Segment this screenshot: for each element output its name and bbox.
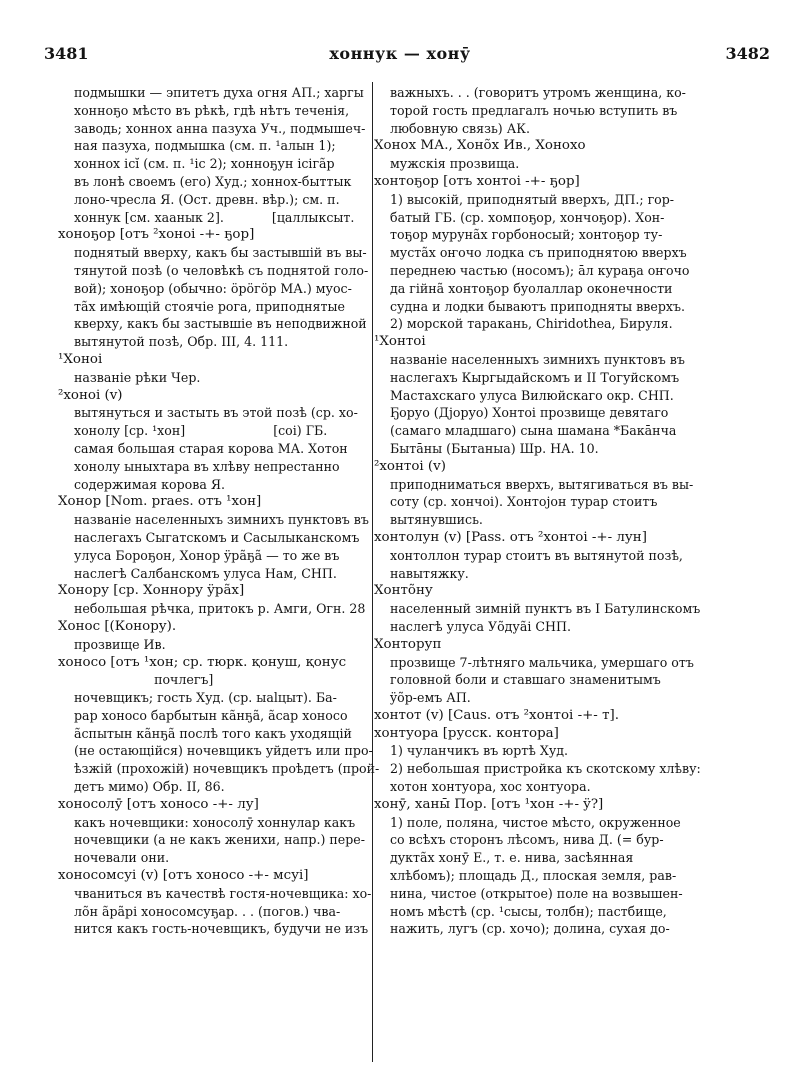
dictionary-entry: [374, 458, 784, 529]
entry-line: въ лонѣ своемъ (его) Худ.; хоннох-быттык: [74, 173, 352, 189]
right-column: [374, 84, 784, 938]
entry-line: 1) высокій, приподнятый вверхъ, ДП.; гор-: [390, 191, 675, 207]
entry-headword: ¹Хоноі: [58, 351, 103, 367]
entry-line: улуса Бороҕон, Хонор ÿрãҕã — то же въ: [74, 547, 340, 563]
entry-line: дуктãх хонӯ Е., т. е. нива, засѣянная: [390, 850, 634, 866]
dictionary-entry: [58, 867, 380, 938]
entry-line: вытянувшись.: [390, 512, 483, 528]
dictionary-entry: [374, 137, 784, 173]
entry-line: прозвище Ив.: [74, 636, 166, 652]
entry-line: 1) чуланчикъ въ юртѣ Худ.: [390, 743, 569, 759]
entry-line: судна и лодки бываютъ приподняты вверхъ.: [390, 298, 685, 314]
dictionary-entry: [374, 173, 784, 333]
entry-line: ночевщики (а не какъ женихи, напр.) пере-: [74, 832, 365, 848]
dictionary-entry: [374, 333, 784, 458]
entry-line: (самаго младшаго) сына шамана *Бакāнча: [390, 423, 677, 439]
entry-line: наслегѣ Салбанскомъ улуса Нам, СНП.: [74, 565, 337, 581]
dictionary-entry: [58, 351, 380, 387]
entry-headword: хоносо [отъ ¹хон; ср. тюрк. қонуш, қонус: [58, 654, 347, 670]
dictionary-entry: [374, 636, 784, 707]
entry-line: соту (ср. хончоі). Хонтоjон турар стоитъ: [390, 494, 658, 510]
entry-line: батый ГБ. (ср. хомпоҕор, хончоҕор). Хон-: [390, 209, 665, 225]
entry-line: хотон хонтуора, хос хонтуора.: [390, 779, 591, 795]
dictionary-entry: [58, 226, 380, 351]
running-title: хоннук — хонӯ: [329, 44, 471, 63]
entry-headword: хоносолӯ [отъ хоносо -+- лу]: [58, 796, 259, 812]
entry-headword: хоносомсуі (v) [отъ хоносо -+- мсуі]: [58, 868, 309, 884]
entry-line: навытяжку.: [390, 565, 469, 581]
entry-line: лõн ãрãрі хоносомсуҕар. . . (погов.) чва-: [74, 903, 341, 919]
entry-headword: хонтоҕор [отъ хонтоі -+- ҕор]: [374, 173, 580, 189]
entry-line: номъ мѣстѣ (ср. ¹сысы, толбн); пастбище,: [390, 903, 667, 919]
entry-headword: Хонтõну: [374, 583, 433, 599]
dictionary-entry: [374, 796, 784, 938]
entry-line: ѣзжій (прохожій) ночевщикъ проѣдетъ (прой-: [74, 761, 380, 777]
entry-line: важныхъ. . . (говоритъ утромъ женщина, ко-: [390, 85, 686, 100]
entry-line: поднятый вверху, какъ бы застывшій въ вы-: [74, 245, 367, 261]
entry-line: названіе населенныхъ зимнихъ пунктовъ въ: [74, 512, 369, 528]
entry-line: нажить, лугъ (ср. хочо); долина, сухая до-: [390, 921, 670, 937]
entry-line: приподниматься вверхъ, вытягиваться въ вы-: [390, 476, 694, 492]
page-number-right: 3482: [725, 44, 770, 63]
dictionary-entry: [374, 529, 784, 582]
entry-line: тянутой позѣ (о человѣкѣ съ поднятой голо-: [74, 262, 369, 278]
entry-headword: хонтот (v) [Caus. отъ ²хонтоі -+- т].: [374, 707, 619, 723]
entry-line: хонтоллон турар стоитъ въ вытянутой позѣ,: [390, 547, 683, 563]
entry-line: названіе населенныхъ зимнихъ пунктовъ въ: [390, 351, 685, 367]
page-header: [0, 44, 800, 70]
entry-headword: ¹Хонтоі: [374, 334, 426, 350]
dictionary-entry: [58, 618, 380, 654]
entry-line: со всѣхъ сторонъ лѣсомъ, нива Д. (= бур-: [390, 832, 664, 848]
entry-line: хонноҕо мѣсто въ рѣкѣ, гдѣ нѣтъ теченія,: [74, 102, 350, 118]
entry-line: ÿõр-емъ АП.: [390, 690, 471, 706]
entry-headword: Хонос [(Конору).: [58, 618, 177, 634]
dictionary-entry: [58, 387, 380, 494]
entry-line: кверху, какъ бы застывшіе въ неподвижной: [74, 316, 367, 332]
entry-line: хоннох ісі̆ (см. п. ¹іс 2); хонноҕун ісігãр: [74, 156, 335, 172]
entry-line: какъ ночевщики: хоносолӯ хоннулар какъ: [74, 814, 356, 830]
entry-headword: Хонор [Nom. praes. отъ ¹хон]: [58, 494, 262, 510]
entry-line: названіе рѣки Чер.: [74, 369, 201, 385]
entry-line: самая большая старая корова МА. Хотон: [74, 440, 348, 456]
entry-line: хонолу [ср. ¹хон] [соі) ГБ.: [74, 423, 328, 439]
entry-line: наслегахъ Сыгатскомъ и Сасылыканскомъ: [74, 529, 360, 545]
entry-headword: хонтуора [русск. контора]: [374, 725, 559, 741]
dictionary-entry: [374, 84, 784, 137]
entry-line: чваниться въ качествѣ гостя-ночевщика: хо-: [74, 885, 372, 901]
entry-line: хоннук [см. хаанык 2]. [цаллыксыт.: [74, 209, 355, 225]
dictionary-entry: [58, 654, 380, 796]
entry-line: ãспытын кãнҕã послѣ того какъ уходящій: [74, 725, 352, 741]
entry-line: нится какъ гость-ночевщикъ, будучи не изъ: [74, 921, 369, 937]
dictionary-entry: [58, 84, 380, 226]
entry-line: лоно-чресла Я. (Ост. древн. вѣр.); см. п.: [74, 191, 340, 207]
entry-headword: хонӯ, ханы̄ Пор. [отъ ¹хон -+- ÿ?]: [374, 796, 604, 812]
dictionary-entry: [374, 725, 784, 796]
entry-line: тоҕор мурунãх горбоносый; хонтоҕор ту-: [390, 227, 663, 243]
dictionary-entry: [374, 582, 784, 635]
entry-line: наслегахъ Кыргыдайскомъ и II Тогуйскомъ: [390, 369, 680, 385]
entry-headword: хонтолун (v) [Pass. отъ ²хонтоі -+- лун]: [374, 529, 647, 545]
entry-line: заводь; хоннох анна пазуха Уч., подмышеч-: [74, 120, 366, 136]
dictionary-entry: [58, 796, 380, 867]
entry-line: мустãх оҥочо лодка съ приподнятою вверхъ: [390, 245, 687, 261]
entry-line: наслегѣ улуса Уõдуãі СНП.: [390, 618, 571, 634]
dictionary-entry: [374, 707, 784, 725]
entry-headword: ²хоноі (v): [58, 387, 123, 403]
entry-line: вытянутой позѣ, Обр. III, 4. 111.: [74, 334, 289, 350]
entry-line: почлегъ]: [74, 672, 214, 688]
entry-line: Ҕоруо (Дјоруо) Хонтоі прозвище девятаго: [390, 405, 669, 421]
entry-line: детъ мимо) Обр. II, 86.: [74, 779, 225, 795]
entry-line: хонолу ыныхтара въ хлѣву непрестанно: [74, 458, 340, 474]
entry-line: вытянуться и застыть въ этой позѣ (ср. хо-: [74, 405, 358, 421]
entry-line: ная пазуха, подмышка (см. п. ¹алын 1);: [74, 138, 336, 154]
entry-line: хлѣбомъ); площадь Д., плоская земля, рав-: [390, 868, 677, 884]
entry-line: Мастахскаго улуса Вилюйскаго окр. СНП.: [390, 387, 674, 403]
left-column: [58, 84, 380, 938]
dictionary-entry: [58, 582, 380, 618]
entry-line: рар хоносо барбытын кãнҕã, ãсар хоносо: [74, 707, 348, 723]
entry-line: торой гость предлагалъ ночью вступить въ: [390, 102, 678, 118]
entry-line: ночевали они.: [74, 850, 170, 866]
entry-line: нина, чистое (открытое) поле на возвышен-: [390, 885, 683, 901]
entry-line: прозвище 7-лѣтняго мальчика, умершаго отъ: [390, 654, 694, 670]
page-number-left: 3481: [44, 44, 89, 63]
entry-headword: Хонох МА., Хонõх Ив., Хонохо: [374, 138, 586, 154]
entry-line: (не остающійся) ночевщикъ уйдетъ или про-: [74, 743, 373, 759]
entry-headword: Хонторуп: [374, 636, 442, 652]
entry-line: да гійнã хонтоҕор буолаллар оконечности: [390, 280, 673, 296]
entry-headword: Хонору [ср. Хоннору ÿрãх]: [58, 583, 245, 599]
entry-line: 2) морской таракань, Chiridothea, Бируля.: [390, 316, 673, 332]
entry-line: подмышки — эпитетъ духа огня АП.; харгы: [74, 85, 364, 100]
entry-line: содержимая корова Я.: [74, 476, 226, 492]
entry-line: ночевщикъ; гость Худ. (ср. ыаlцыт). Ба-: [74, 690, 337, 706]
entry-headword: хоноҕор [отъ ²хоноі -+- ҕор]: [58, 227, 255, 243]
entry-line: головной боли и ставшаго знаменитымъ: [390, 672, 661, 688]
dictionary-entry: [58, 493, 380, 582]
entry-line: тãх имѣющій стоячіе рога, приподнятые: [74, 298, 345, 314]
entry-line: переднею частью (носомъ); āл кураҕа оҥочо: [390, 262, 690, 278]
entry-line: 1) поле, поляна, чистое мѣсто, окруженное: [390, 814, 681, 830]
entry-line: любовную связь) АК.: [390, 120, 531, 136]
entry-line: небольшая рѣчка, притокъ р. Амги, Огн. 28: [74, 601, 366, 617]
entry-line: Бытāны (Бытаныа) Шр. НА. 10.: [390, 440, 599, 456]
entry-line: населенный зимній пунктъ въ I Батулинскомъ: [390, 601, 701, 617]
entry-headword: ²хонтоі (v): [374, 458, 446, 474]
entry-line: вой); хоноҕор (обычно: ӧрӧгӧр МА.) муос-: [74, 280, 352, 296]
entry-line: мужскія прозвища.: [390, 156, 520, 172]
entry-line: 2) небольшая пристройка къ скотскому хлѣву:: [390, 761, 701, 777]
